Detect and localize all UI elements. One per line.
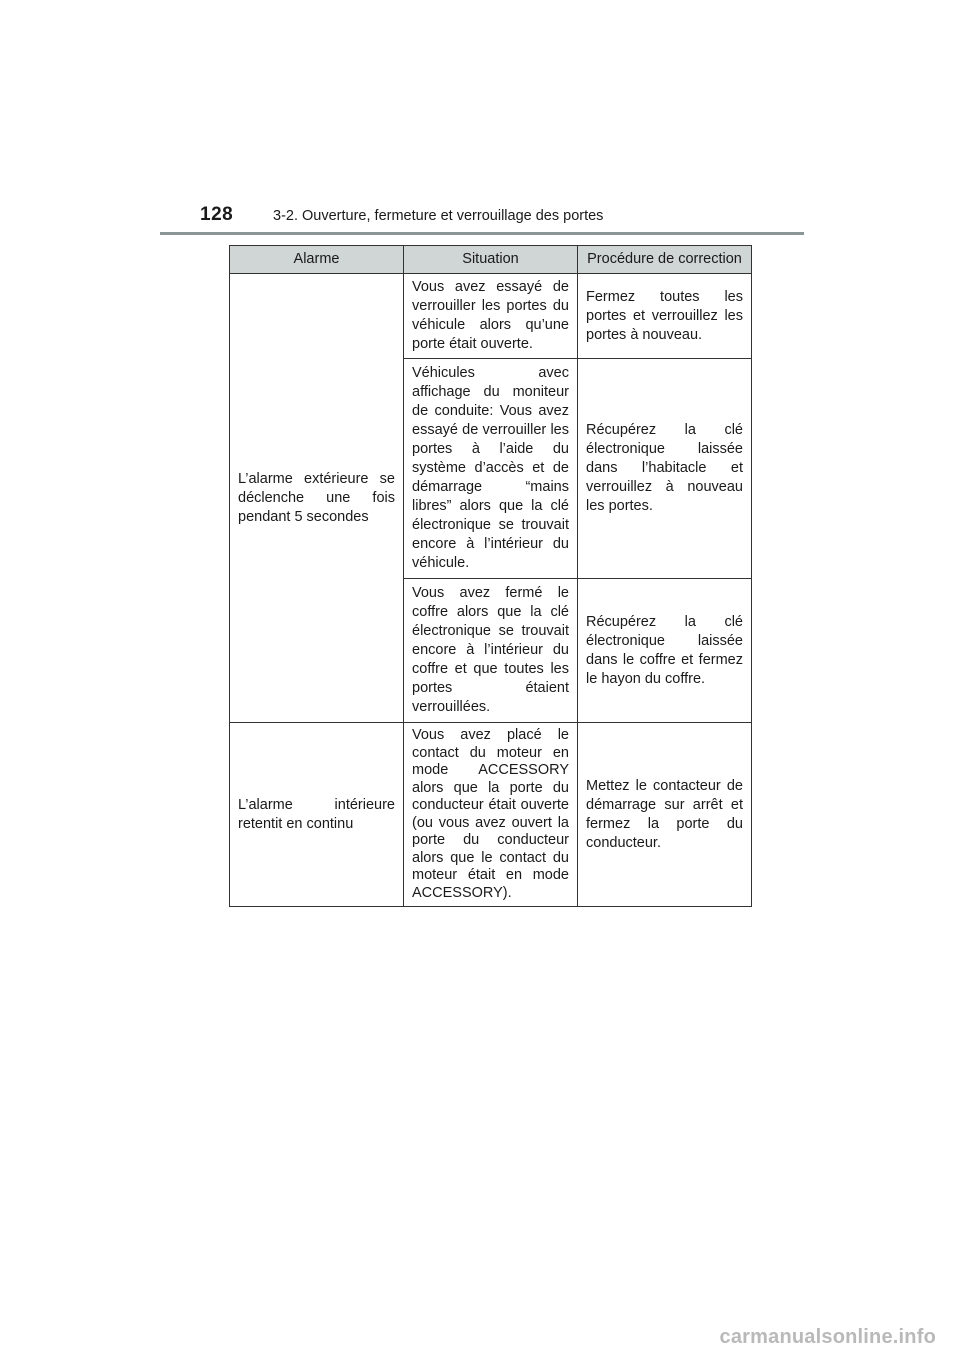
correction-cell: Récupérez la clé électronique laissée dans l’habitacle et verrouillez à nouveau les portes. [578,359,752,579]
correction-cell: Fermez toutes les portes et verrouillez les portes à nouveau. [578,274,752,359]
alarm-cell: L’alarme extérieure se déclenche une fois pendant 5 secondes [230,274,404,723]
page-number: 128 [200,204,234,225]
column-header-alarme: Alarme [230,246,404,274]
table-header-row [230,246,752,274]
situation-cell: Véhicules avec affichage du moniteur de conduite: Vous avez essayé de verrouiller les portes à l’aide du système d’accès et de démarrage “mains libres” alors que la clé électronique se trouvait encore à l’intérieur du véhicule. [404,359,578,579]
correction-cell: Récupérez la clé électronique laissée dans le coffre et fermez le hayon du coffre. [578,579,752,723]
column-header-situation: Situation [404,246,578,274]
watermark: carmanualsonline.info [719,1326,936,1348]
situation-cell: Vous avez placé le contact du moteur en mode ACCESSORY alors que la porte du conducteur était ouverte (ou vous avez ouvert la porte du conducteur alors que le contact du moteur était en mode ACCESSORY). [404,723,578,907]
alarm-cell: L’alarme intérieure retentit en continu [230,723,404,907]
situation-cell: Vous avez essayé de verrouiller les portes du véhicule alors qu’une porte était ouverte. [404,274,578,359]
header-rule [160,232,804,235]
correction-cell: Mettez le contacteur de démarrage sur arrêt et fermez la porte du conducteur. [578,723,752,907]
column-header-correction: Procédure de correction [578,246,752,274]
table-row [230,274,752,359]
section-title: 3-2. Ouverture, fermeture et verrouillage des portes [273,208,604,224]
situation-cell: Vous avez fermé le coffre alors que la clé électronique se trouvait encore à l’intérieur du coffre et que toutes les portes étaient verrouillées. [404,579,578,723]
alarm-table [229,245,752,907]
table-row [230,723,752,907]
